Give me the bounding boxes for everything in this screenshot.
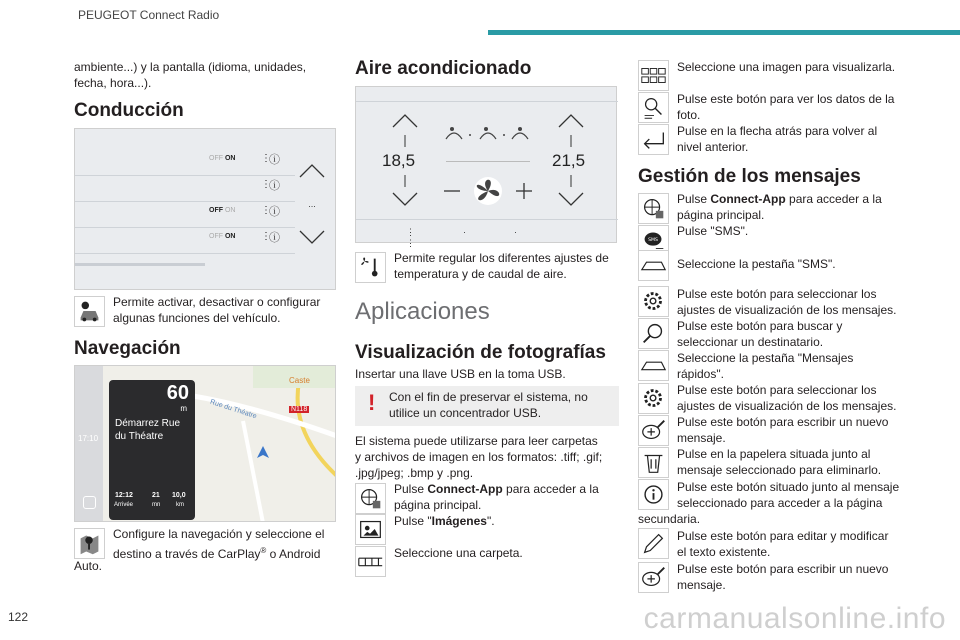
conduccion-desc-1: Permite activar, desactivar o configurar xyxy=(113,295,321,309)
images-icon xyxy=(355,514,386,545)
step3-line: Seleccione una carpeta. xyxy=(394,546,523,560)
distance-value: 60 xyxy=(166,382,189,404)
step1-line-2: página principal. xyxy=(394,498,482,512)
navigation-icon xyxy=(74,528,105,559)
more-icon: ⋮ xyxy=(261,231,271,242)
warning-line-1: Con el fin de preservar el sistema, no xyxy=(389,390,588,404)
aire-desc-2: temperatura y de caudal de aire. xyxy=(394,267,567,281)
driving-screen-image xyxy=(74,128,336,290)
m6-line-2: rápidos". xyxy=(677,367,724,381)
s3-line-2: nivel anterior. xyxy=(677,140,749,154)
new-message-icon xyxy=(638,562,669,593)
m1-line-1: Pulse Connect-App para acceder a la xyxy=(677,192,882,206)
climate-screen-image xyxy=(355,86,617,248)
step1-line-1: Pulse Connect-App para acceder a la xyxy=(394,482,599,496)
formats-line-1: El sistema puede utilizarse para leer carpetas xyxy=(355,434,598,448)
m4-line-2: ajustes de visualización de los mensajes. xyxy=(677,303,897,317)
m5-line-1: Pulse este botón para buscar y xyxy=(677,319,843,333)
km-value: 10,0 xyxy=(172,492,186,499)
airflow-modes-icon xyxy=(440,123,536,145)
tab-icon xyxy=(638,250,669,281)
m5-line-2: seleccionar un destinatario. xyxy=(677,335,824,349)
s3-line-1: Pulse en la flecha atrás para volver al xyxy=(677,124,878,138)
m12-line-2: mensaje. xyxy=(677,578,726,592)
svg-text:SMS: SMS xyxy=(648,237,659,243)
new-message-icon xyxy=(638,415,669,446)
info-icon: ⓘ xyxy=(269,154,280,166)
driving-row-2 xyxy=(75,175,295,202)
m10-line-1: Pulse este botón situado junto al mensaje xyxy=(677,480,900,494)
section-title-fotografias: Visualización de fotografías xyxy=(355,342,606,363)
m3-line: Seleccione la pestaña "SMS". xyxy=(677,257,836,271)
m8-line-1: Pulse este botón para escribir un nuevo xyxy=(677,415,889,429)
m7-line-1: Pulse este botón para seleccionar los xyxy=(677,383,877,397)
road-sign: N118 xyxy=(291,406,308,413)
m12-line-1: Pulse este botón para escribir un nuevo xyxy=(677,562,889,576)
driving-row-1: OFF ON ⋮ ⓘ xyxy=(75,149,295,176)
section-title-navegacion: Navegación xyxy=(74,338,181,359)
connect-app-icon xyxy=(638,193,669,224)
intro-line-2: fecha, hora...). xyxy=(74,76,152,90)
page-number: 122 xyxy=(8,610,29,624)
formats-line-3: .jpg/jpeg; .bmp y .png. xyxy=(355,466,474,480)
s2-line-2: foto. xyxy=(677,108,701,122)
m9-line-2: mensaje seleccionado para eliminarlo. xyxy=(677,463,882,477)
m11-line-2: el texto existente. xyxy=(677,545,771,559)
watermark: carmanualsonline.info xyxy=(643,602,946,635)
trash-icon xyxy=(638,447,669,478)
connect-app-icon xyxy=(355,483,386,514)
arrival-value: 12:12 xyxy=(115,492,133,499)
m9-line-1: Pulse en la papelera situada junto al xyxy=(677,447,871,461)
minutes-value: 21 xyxy=(152,492,160,499)
photo-info-icon xyxy=(638,92,669,123)
warning-icon: ! xyxy=(368,390,376,415)
distance-unit: m xyxy=(180,404,187,413)
clock: 17:10 xyxy=(78,434,99,443)
driving-row-4: OFF ON ⋮ ⓘ xyxy=(75,227,295,254)
m7-line-2: ajustes de visualización de los mensajes. xyxy=(677,399,897,413)
more-icon: ⋮ xyxy=(261,153,271,164)
m8-line-2: mensaje. xyxy=(677,431,726,445)
conduccion-desc-2: algunas funciones del vehículo. xyxy=(113,311,281,325)
home-button-icon xyxy=(83,496,96,509)
m10-line-3: secundaria. xyxy=(638,512,701,526)
climate-icon xyxy=(355,252,386,283)
nav-desc-3: Auto. xyxy=(74,559,103,573)
warning-note xyxy=(355,386,619,426)
navigation-screen-image xyxy=(74,365,336,522)
svg-text:...: ... xyxy=(308,200,316,209)
search-icon xyxy=(638,318,669,349)
more-icon: ⋮ xyxy=(261,179,271,190)
info-icon: ⓘ xyxy=(269,206,280,218)
section-title-aire: Aire acondicionado xyxy=(355,58,532,79)
intro-line-1: ambiente...) y la pantalla (idioma, unidades, xyxy=(74,60,307,74)
formats-line-2: y archivos de imagen en los formatos: .tiff; .gif; xyxy=(355,450,603,464)
nav-desc-1: Configure la navegación y seleccione el xyxy=(113,527,325,541)
info-icon: ⓘ xyxy=(269,232,280,244)
scroll-arrows-icon xyxy=(297,159,327,249)
km-label: km xyxy=(176,502,184,508)
nav-desc-2: destino a través de CarPlay® o Android xyxy=(113,546,321,561)
carplay-sidebar xyxy=(75,366,103,522)
street-line-2: du Théatre xyxy=(115,431,164,442)
m6-line-1: Seleccione la pestaña "Mensajes xyxy=(677,351,854,365)
info-icon xyxy=(638,479,669,510)
fan-speed-icon xyxy=(442,173,534,209)
s1-line: Seleccione una imagen para visualizarla. xyxy=(677,60,896,74)
step2-line: Pulse "Imágenes". xyxy=(394,514,495,528)
settings-gear-icon xyxy=(638,383,669,414)
m10-line-2: seleccionado para acceder a la página xyxy=(677,496,883,510)
folder-tabs-icon xyxy=(355,546,386,577)
settings-gear-icon xyxy=(638,286,669,317)
image-grid-icon xyxy=(638,60,669,91)
bottom-menu-dots: ⋮·· ⋮ xyxy=(406,227,565,248)
header-accent-bar xyxy=(488,30,960,35)
aire-desc-1: Permite regular los diferentes ajustes de xyxy=(394,251,609,265)
map-road-label: Rue du Théatre xyxy=(209,398,258,421)
edit-pencil-icon xyxy=(638,528,669,559)
page-header-title: PEUGEOT Connect Radio xyxy=(78,8,220,22)
street-line-1: Démarrez Rue xyxy=(115,418,181,429)
tab-icon xyxy=(638,350,669,381)
guidance-panel xyxy=(109,380,195,520)
s2-line-1: Pulse este botón para ver los datos de la xyxy=(677,92,895,106)
m4-line-1: Pulse este botón para seleccionar los xyxy=(677,287,877,301)
arrival-label: Arrivée xyxy=(114,502,134,508)
scroll-indicator xyxy=(75,263,205,266)
usb-instruction: Insertar una llave USB en la toma USB. xyxy=(355,367,566,381)
back-arrow-icon xyxy=(638,124,669,155)
minutes-label: mn xyxy=(152,502,161,508)
section-title-conduccion: Conducción xyxy=(74,100,184,121)
m11-line-1: Pulse este botón para editar y modificar xyxy=(677,529,889,543)
section-title-mensajes: Gestión de los mensajes xyxy=(638,166,861,187)
warning-line-2: utilice un concentrador USB. xyxy=(389,406,542,420)
section-title-aplicaciones: Aplicaciones xyxy=(355,298,490,325)
right-temperature: 21,5 xyxy=(552,151,586,170)
info-icon: ⓘ xyxy=(269,180,280,192)
driving-row-3: OFF ON ⋮ ⓘ xyxy=(75,201,295,228)
map-city-label: Caste xyxy=(289,376,310,385)
left-temperature: 18,5 xyxy=(382,151,416,170)
m2-line: Pulse "SMS". xyxy=(677,224,749,238)
m1-line-2: página principal. xyxy=(677,208,765,222)
more-icon: ⋮ xyxy=(261,205,271,216)
car-settings-icon xyxy=(74,296,105,327)
